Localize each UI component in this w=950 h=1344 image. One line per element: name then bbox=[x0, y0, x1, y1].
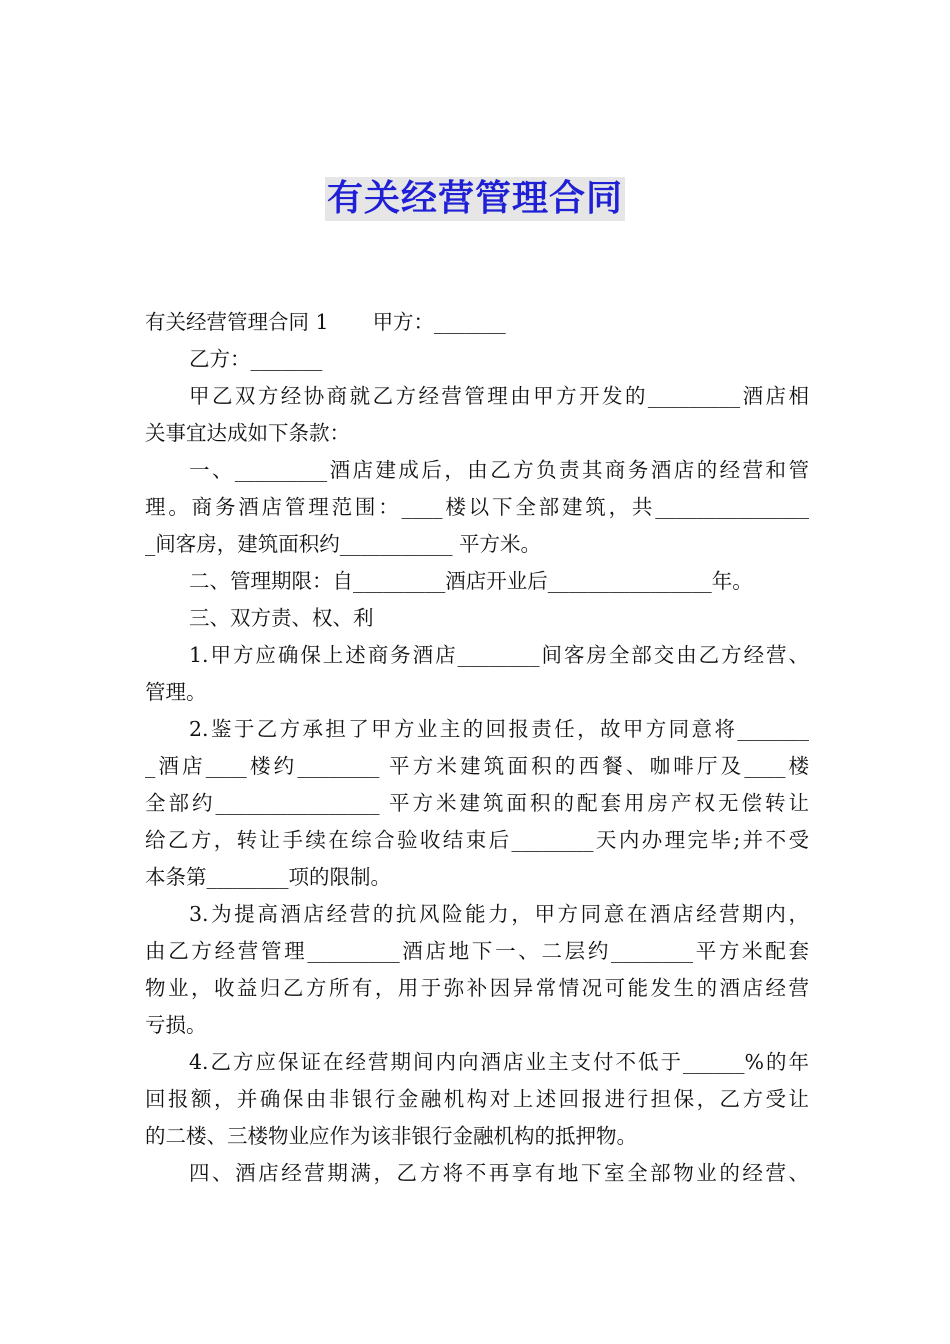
paragraph-line: 亏损。 bbox=[145, 1013, 207, 1037]
paragraph-line: 二、管理期限：自_________酒店开业后________________年。 bbox=[189, 569, 753, 593]
paragraph-line: 4.乙方应保证在经营期间内向酒店业主支付不低于______%的年 bbox=[189, 1050, 809, 1074]
paragraph-line: 回报额，并确保由非银行金融机构对上述回报进行担保，乙方受让 bbox=[145, 1087, 809, 1111]
document-title: 有关经营管理合同 bbox=[326, 178, 623, 219]
paragraph-line: 甲乙双方经协商就乙方经营管理由甲方开发的_________酒店相 bbox=[189, 384, 809, 408]
paragraph-line: 的二楼、三楼物业应作为该非银行金融机构的抵押物。 bbox=[145, 1124, 637, 1148]
paragraph-line: 物业，收益归乙方所有，用于弥补因异常情况可能发生的酒店经营 bbox=[145, 976, 809, 1000]
paragraph-line: 三、双方责、权、利 bbox=[189, 606, 374, 630]
paragraph-line: 管理。 bbox=[145, 680, 207, 704]
paragraph-line: 全部约________________ 平方米建筑面积的配套用房产权无偿转让 bbox=[145, 791, 809, 815]
document-body bbox=[145, 304, 809, 1192]
paragraph-line: 理。商务酒店管理范围：____楼以下全部建筑，共_______________ bbox=[145, 495, 809, 519]
contract-heading: 有关经营管理合同 1 bbox=[145, 310, 329, 334]
paragraph-line: 3.为提高酒店经营的抗风险能力，甲方同意在酒店经营期内， bbox=[189, 902, 809, 926]
paragraph-line: 四、酒店经营期满，乙方将不再享有地下室全部物业的经营、 bbox=[189, 1161, 809, 1185]
paragraph-line: 关事宜达成如下条款： bbox=[145, 421, 350, 445]
paragraph-line: 给乙方，转让手续在综合验收结束后________天内办理完毕;并不受 bbox=[145, 828, 809, 852]
paragraph-line: 本条第________项的限制。 bbox=[145, 865, 391, 889]
paragraph-line bbox=[145, 304, 809, 341]
paragraph-line: 2.鉴于乙方承担了甲方业主的回报责任，故甲方同意将_______ bbox=[189, 717, 809, 741]
paragraph-line: _酒店____楼约________ 平方米建筑面积的西餐、咖啡厅及____楼 bbox=[145, 754, 809, 778]
paragraph-line: 一、_________酒店建成后，由乙方负责其商务酒店的经营和管 bbox=[189, 458, 809, 482]
paragraph-line: 乙方：_______ bbox=[189, 347, 323, 371]
party-a-field: 甲方：_______ bbox=[372, 310, 506, 334]
paragraph-line: 由乙方经营管理_________酒店地下一、二层约________平方米配套 bbox=[145, 939, 809, 963]
paragraph-line: _间客房，建筑面积约___________ 平方米。 bbox=[145, 532, 542, 556]
title-wrap bbox=[0, 177, 950, 221]
paragraph-line: 1.甲方应确保上述商务酒店________间客房全部交由乙方经营、 bbox=[189, 643, 809, 667]
